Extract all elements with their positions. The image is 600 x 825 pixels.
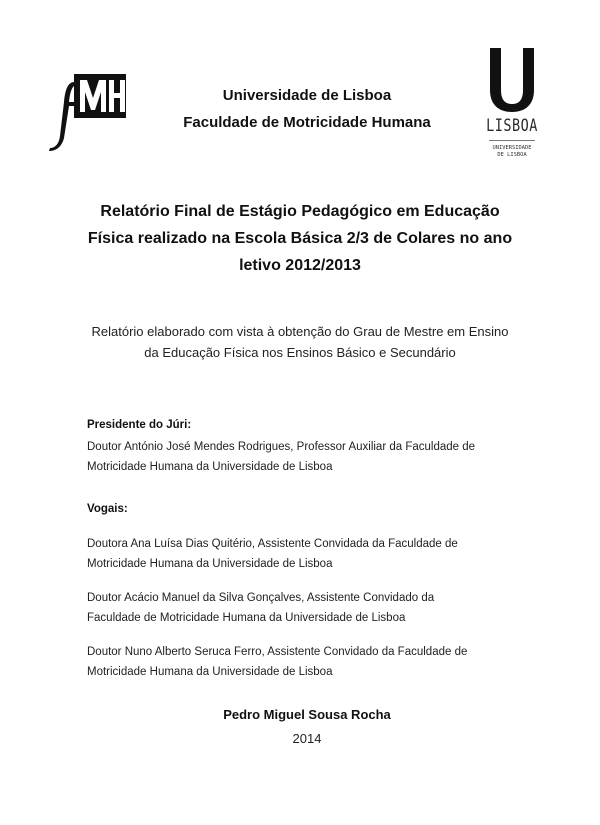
ulisboa-subtitle — [482, 145, 542, 159]
ulisboa-divider — [489, 140, 535, 141]
president-line1: Doutor António José Mendes Rodrigues, Professor Auxiliar da Faculdade de — [87, 441, 476, 453]
report-title-line3: letivo 2012/2013 — [239, 257, 361, 274]
report-title-line2: Física realizado na Escola Básica 2/3 de Colares no ano — [87, 230, 513, 247]
president-heading: Presidente do Júri: — [87, 419, 192, 431]
vogal-line1: Doutor Nuno Alberto Seruca Ferro, Assistente Convidado da Faculdade de — [87, 646, 468, 658]
fmh-logo-icon — [44, 72, 140, 154]
president-entry — [87, 437, 527, 477]
vogais-heading: Vogais: — [87, 503, 128, 515]
university-name: Universidade de Lisboa — [222, 87, 392, 104]
faculty-name: Faculdade de Motricidade Humana — [183, 114, 431, 131]
report-title-line1: Relatório Final de Estágio Pedagógico em Educação — [100, 203, 500, 220]
ulisboa-wordmark: LISBOA — [486, 116, 538, 136]
ulisboa-u-icon — [482, 44, 542, 114]
purpose-line2: da Educação Física nos Ensinos Básico e Secundário — [144, 345, 456, 360]
vogal-entry — [87, 588, 527, 628]
vogal-line2: Motricidade Humana da Universidade de Lisboa — [87, 558, 333, 570]
vogal-entry — [87, 642, 527, 682]
report-title — [60, 198, 540, 279]
report-purpose — [60, 321, 540, 363]
ulisboa-subtitle-line1: UNIVERSIDADE — [492, 145, 532, 151]
vogal-line2: Faculdade de Motricidade Humana da Universidade de Lisboa — [87, 612, 406, 624]
vogal-line1: Doutora Ana Luísa Dias Quitério, Assistente Convidada da Faculdade de — [87, 538, 458, 550]
vogal-line2: Motricidade Humana da Universidade de Lisboa — [87, 666, 333, 678]
ulisboa-subtitle-line2: DE LISBOA — [497, 152, 527, 158]
author-name: Pedro Miguel Sousa Rocha — [223, 707, 391, 722]
publication-year: 2014 — [292, 731, 322, 746]
purpose-line1: Relatório elaborado com vista à obtenção do Grau de Mestre em Ensino — [91, 324, 509, 339]
vogal-line1: Doutor Acácio Manuel da Silva Gonçalves, Assistente Convidado da — [87, 592, 435, 604]
ulisboa-logo — [482, 44, 542, 169]
president-line2: Motricidade Humana da Universidade de Lisboa — [87, 461, 333, 473]
vogal-entry — [87, 534, 527, 574]
